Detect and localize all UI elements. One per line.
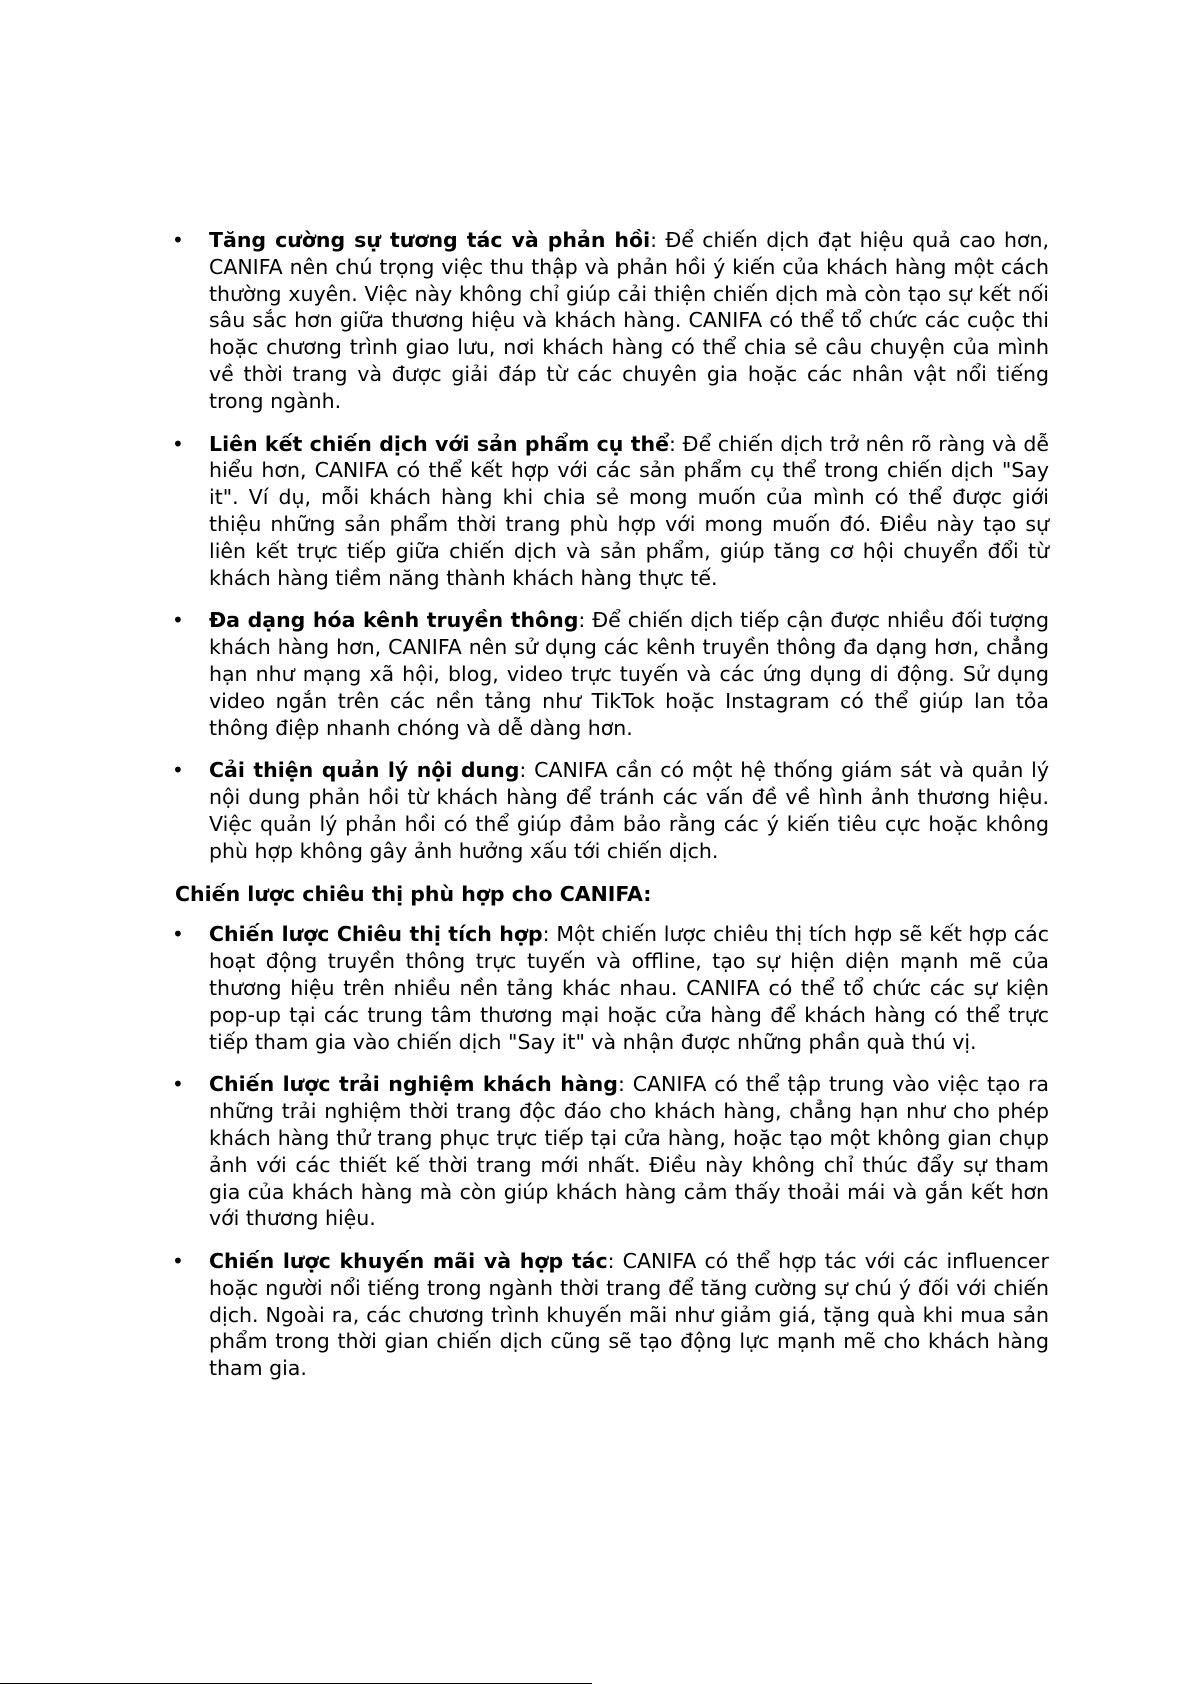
list-item <box>0 1071 1191 1232</box>
item-term: Cải thiện quản lý nội dung <box>209 758 520 783</box>
item-text: : Để chiến dịch đạt hiệu quả cao hơn, CANIFA nên chú trọng việc thu thập và phản hồi ý kiến của khách hàng một cách thường xuyên. Việc này không chỉ giúp cải thiện chiến dịch mà còn tạo sự kết nối sâu sắc hơn giữa thương hiệu và khách hàng. CANIFA có thể tổ chức các cuộc thi hoặc chương trình giao lưu, nơi khách hàng có thể chia sẻ câu chuyện của mình về thời trang và được giải đáp từ các chuyên gia hoặc các nhân vật nổi tiếng trong ngành. <box>209 228 1049 413</box>
list-item <box>0 431 1191 592</box>
list-item <box>0 227 1191 415</box>
item-term: Đa dạng hóa kênh truyền thông <box>209 608 579 633</box>
list-item <box>0 1248 1191 1382</box>
bullet-icon: • <box>172 431 184 456</box>
bullet-icon: • <box>172 608 184 633</box>
bullet-list-strategies <box>0 921 1191 1382</box>
bullet-icon: • <box>172 758 184 783</box>
item-term: Chiến lược khuyến mãi và hợp tác <box>209 1249 608 1274</box>
bullet-icon: • <box>172 1249 184 1274</box>
item-term: Chiến lược Chiêu thị tích hợp <box>209 922 543 947</box>
item-term: Liên kết chiến dịch với sản phẩm cụ thể <box>209 431 670 456</box>
item-text: : Để chiến dịch trở nên rõ ràng và dễ hiểu hơn, CANIFA có thể kết hợp với các sản phẩm cụ thể trong chiến dịch "Say it". Ví dụ, mỗi khách hàng khi chia sẻ mong muốn của mình có thể được giới thiệu những sản phẩm thời trang phù hợp với mong muốn đó. Điều này tạo sự liên kết trực tiếp giữa chiến dịch và sản phẩm, giúp tăng cơ hội chuyển đổi từ khách hàng tiềm năng thành khách hàng thực tế. <box>209 431 1049 590</box>
document-body <box>0 227 1191 1398</box>
item-text: : Một chiến lược chiêu thị tích hợp sẽ kết hợp các hoạt động truyền thông trực tuyến và offline, tạo sự hiện diện mạnh mẽ của thương hiệu trên nhiều nền tảng khác nhau. CANIFA có thể tổ chức các sự kiện pop-up tại các trung tâm thương mại hoặc cửa hàng để khách hàng có thể trực tiếp tham gia vào chiến dịch "Say it" và nhận được những phần quà thú vị. <box>209 922 1049 1054</box>
item-term: Chiến lược trải nghiệm khách hàng <box>209 1072 618 1097</box>
item-text: : CANIFA có thể hợp tác với các influencer hoặc người nổi tiếng trong ngành thời trang để tăng cường sự chú ý đối với chiến dịch. Ngoài ra, các chương trình khuyến mãi như giảm giá, tặng quà khi mua sản phẩm trong thời gian chiến dịch cũng sẽ tạo động lực mạnh mẽ cho khách hàng tham gia. <box>209 1249 1049 1381</box>
bullet-list-improvements <box>0 227 1191 865</box>
item-term: Tăng cường sự tương tác và phản hồi <box>209 228 651 252</box>
footer-divider <box>0 1683 592 1684</box>
bullet-icon: • <box>172 922 184 947</box>
list-item <box>0 757 1191 864</box>
bullet-icon: • <box>172 1072 184 1097</box>
section-heading: Chiến lược chiêu thị phù hợp cho CANIFA: <box>175 881 652 906</box>
list-item <box>0 607 1191 741</box>
item-text: : Để chiến dịch tiếp cận được nhiều đối tượng khách hàng hơn, CANIFA nên sử dụng các kênh truyền thông đa dạng hơn, chẳng hạn như mạng xã hội, blog, video trực tuyến và các ứng dụng di động. Sử dụng video ngắn trên các nền tảng như TikTok hoặc Instagram có thể giúp lan tỏa thông điệp nhanh chóng và dễ dàng hơn. <box>209 608 1049 740</box>
list-item <box>0 921 1191 1055</box>
item-text: : CANIFA có thể tập trung vào việc tạo ra những trải nghiệm thời trang độc đáo cho khách hàng, chẳng hạn như cho phép khách hàng thử trang phục trực tiếp tại cửa hàng, hoặc tạo một không gian chụp ảnh với các thiết kế thời trang mới nhất. Điều này không chỉ thúc đẩy sự tham gia của khách hàng mà còn giúp khách hàng cảm thấy thoải mái và gắn kết hơn với thương hiệu. <box>209 1072 1049 1231</box>
item-text: : CANIFA cần có một hệ thống giám sát và quản lý nội dung phản hồi từ khách hàng để tránh các vấn đề về hình ảnh thương hiệu. Việc quản lý phản hồi có thể giúp đảm bảo rằng các ý kiến tiêu cực hoặc không phù hợp không gây ảnh hưởng xấu tới chiến dịch. <box>209 758 1049 863</box>
bullet-icon: • <box>172 228 184 252</box>
